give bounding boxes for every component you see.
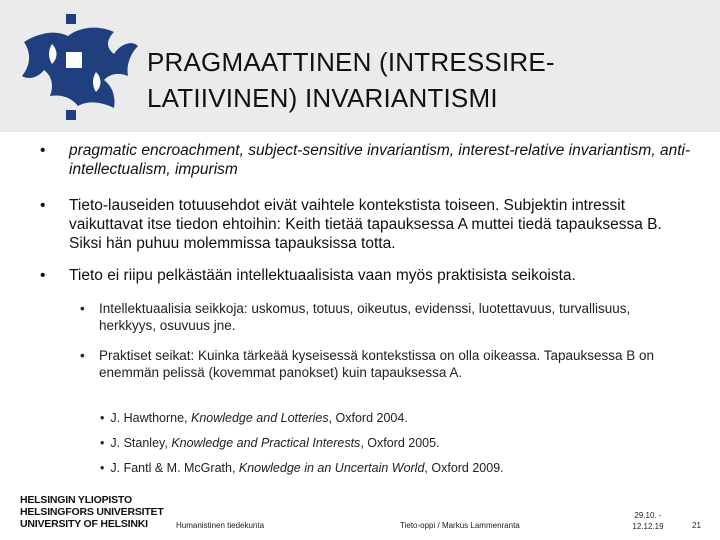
subbullet-marker: • [80,301,85,316]
bullet-text: Tieto-lauseiden totuusehdot eivät vaihtele kontekstista toiseen. Subjektin intressit vaikuttavat itse tiedon ehtoihin: Keith tietää tapauksessa A muttei tiedä tapauksessa B. Siksi hän puhuu molemmissa tapauksissa totta. [69,197,662,252]
reference-marker: • [100,411,105,425]
subbullet-marker: • [80,348,85,363]
footer-date-line1: 29.10. - [634,511,662,520]
bullet-marker: • [40,142,46,159]
bullet-text: pragmatic encroachment, subject-sensitive invariantism, interest-relative invariantism, anti-intellectualism, impurism [69,142,691,178]
bullet-marker: • [40,197,46,214]
reference-book-title: Knowledge and Lotteries [190,411,329,425]
reference-book-title: Knowledge and Practical Interests [171,436,361,450]
reference-author: J. Stanley, [110,436,172,450]
bullet-text: Tieto ei riipu pelkästään intellektuaalisista vaan myös praktisista seikoista. [69,267,576,284]
reference-publisher: , Oxford 2004. [328,411,408,425]
university-name-fi: HELSINGIN YLIOPISTO [20,494,132,506]
reference-marker: • [100,461,105,475]
reference-marker: • [100,436,105,450]
reference-item [100,460,640,476]
reference-author: J. Fantl & M. McGrath, [110,461,239,475]
page-title: PRAGMAATTINEN (INTRESSIRE-LATIIVINEN) INVARIANTISMI [147,47,555,113]
footer-date-line2: 12.12.19 [632,522,664,531]
subbullet-text: Intellektuaalisia seikkoja: uskomus, totuus, oikeutus, evidenssi, luotettavuus, turvallisuus, herkkyys, osuvuus jne. [99,301,631,333]
university-logo-icon [22,14,140,122]
reference-book-title: Knowledge in an Uncertain World [238,461,425,475]
footer-date [618,510,678,532]
reference-item [100,410,640,426]
reference-publisher: , Oxford 2005. [360,436,440,450]
subbullet-text: Praktiset seikat: Kuinka tärkeää kyseisessä kontekstissa on olla oikeassa. Tapauksessa B on enemmän pelissä (kovemmat panokset) kuin tapauksessa A. [99,348,655,380]
footer-university-name [20,494,164,530]
footer-author: Tieto-oppi / Markus Lammenranta [400,521,520,530]
bullet-marker: • [40,267,46,284]
reference-author: J. Hawthorne, [110,411,191,425]
footer-faculty: Humanistinen tiedekunta [176,521,265,530]
university-name-en: UNIVERSITY OF HELSINKI [20,518,148,530]
university-name-sv: HELSINGFORS UNIVERSITET [20,506,164,518]
reference-publisher: , Oxford 2009. [424,461,504,475]
footer-page-number: 21 [692,521,701,530]
reference-item [100,435,640,451]
